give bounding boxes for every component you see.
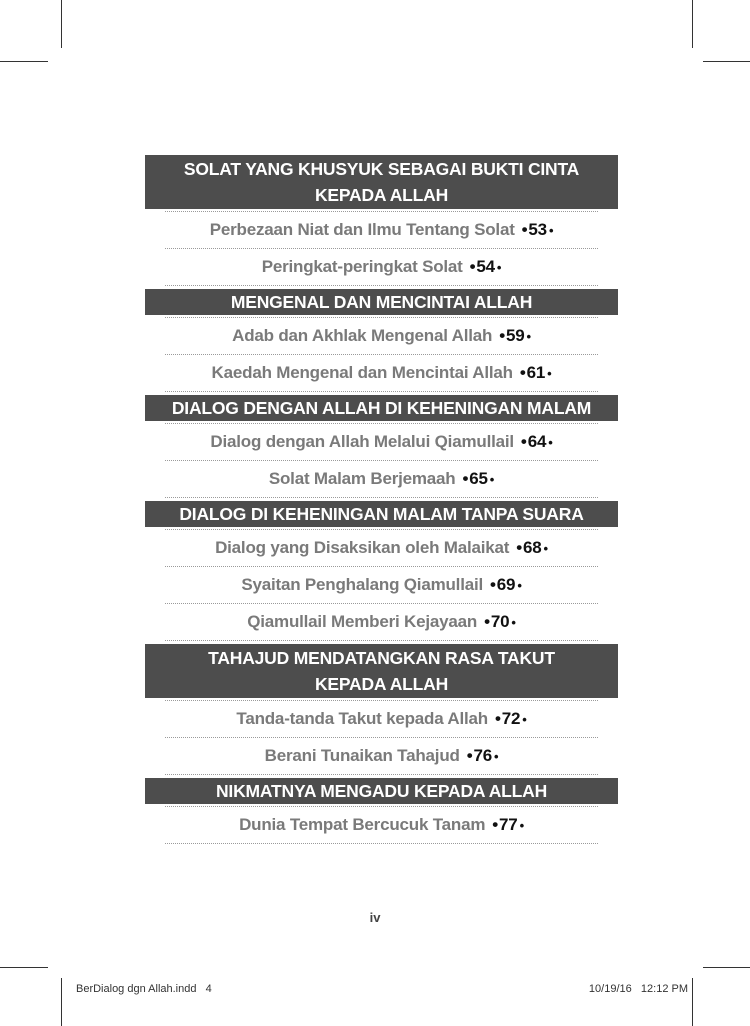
toc-entry-title: Solat Malam Berjemaah (268, 469, 456, 488)
slug-filename: BerDialog dgn Allah.indd 4 (76, 983, 212, 995)
toc-entry-title: Dialog yang Disaksikan oleh Malaikat (215, 538, 510, 557)
toc-entry-title: Adab dan Akhlak Mengenal Allah (232, 326, 493, 345)
toc-entry-title: Peringkat-peringkat Solat (261, 257, 463, 276)
toc-entry (165, 567, 598, 604)
toc-entry (165, 700, 598, 738)
crop-mark (692, 0, 693, 48)
slug-datetime: 10/19/16 12:12 PM (588, 983, 688, 995)
toc-entry-page: • 65 • (463, 469, 495, 488)
toc-entry (165, 738, 598, 775)
toc-entry-page: • 53 • (522, 220, 554, 239)
section-header-line: NIKMATNYA MENGADU KEPADA ALLAH (215, 781, 548, 801)
toc-entry-page: • 68 • (516, 538, 548, 557)
toc-entry (165, 806, 598, 844)
section-header-line: TAHAJUD MENDATANGKAN RASA TAKUT (208, 648, 555, 668)
toc-entry-title: Qiamullail Memberi Kejayaan (247, 612, 478, 631)
section-header (145, 501, 618, 527)
toc-entry-page: • 72 • (495, 709, 527, 728)
toc-entry (165, 529, 598, 567)
toc-entry-title: Kaedah Mengenal dan Mencintai Allah (211, 363, 513, 382)
section-header (145, 155, 618, 209)
section-entries (145, 211, 618, 286)
toc-entry (165, 461, 598, 498)
crop-mark (0, 967, 48, 968)
section-header-line: KEPADA ALLAH (314, 674, 449, 694)
section-header (145, 395, 618, 421)
section-entries (145, 317, 618, 392)
crop-mark (703, 61, 750, 62)
toc-entry (165, 355, 598, 392)
section-header-line: DIALOG DI KEHENINGAN MALAM TANPA SUARA (179, 504, 584, 524)
section-entries (145, 806, 618, 844)
crop-mark (692, 978, 693, 1026)
toc-entry-page: • 69 • (490, 575, 522, 594)
toc-entry (165, 211, 598, 249)
crop-mark (703, 967, 750, 968)
toc-entry (165, 604, 598, 641)
toc-entry-page: • 64 • (521, 432, 553, 451)
crop-mark (61, 978, 62, 1026)
toc-entry-page: • 77 • (492, 815, 524, 834)
section-header (145, 289, 618, 315)
toc-entry-title: Berani Tunaikan Tahajud (264, 746, 460, 765)
toc-entry-page: • 70 • (484, 612, 516, 631)
toc-entry (165, 317, 598, 355)
toc-entry (165, 249, 598, 286)
toc-entry-title: Dunia Tempat Bercucuk Tanam (239, 815, 486, 834)
toc-entry-title: Dialog dengan Allah Melalui Qiamullail (210, 432, 514, 451)
section-header (145, 644, 618, 698)
toc-entry-page: • 76 • (467, 746, 499, 765)
toc-entry-title: Tanda-tanda Takut kepada Allah (236, 709, 488, 728)
toc-entry (165, 423, 598, 461)
section-header-line: KEPADA ALLAH (314, 185, 449, 205)
section-header-line: DIALOG DENGAN ALLAH DI KEHENINGAN MALAM (171, 398, 592, 418)
crop-mark (0, 61, 48, 62)
table-of-contents (145, 155, 618, 844)
section-header-line: SOLAT YANG KHUSYUK SEBAGAI BUKTI CINTA (183, 159, 580, 179)
section-entries (145, 529, 618, 641)
toc-entry-title: Perbezaan Niat dan Ilmu Tentang Solat (209, 220, 515, 239)
page-folio: iv (369, 910, 381, 925)
section-header (145, 778, 618, 804)
crop-mark (61, 0, 62, 48)
toc-entry-title: Syaitan Penghalang Qiamullail (241, 575, 484, 594)
toc-entry-page: • 61 • (520, 363, 552, 382)
section-header-line: MENGENAL DAN MENCINTAI ALLAH (230, 292, 533, 312)
toc-entry-page: • 59 • (499, 326, 531, 345)
section-entries (145, 423, 618, 498)
toc-entry-page: • 54 • (470, 257, 502, 276)
section-entries (145, 700, 618, 775)
